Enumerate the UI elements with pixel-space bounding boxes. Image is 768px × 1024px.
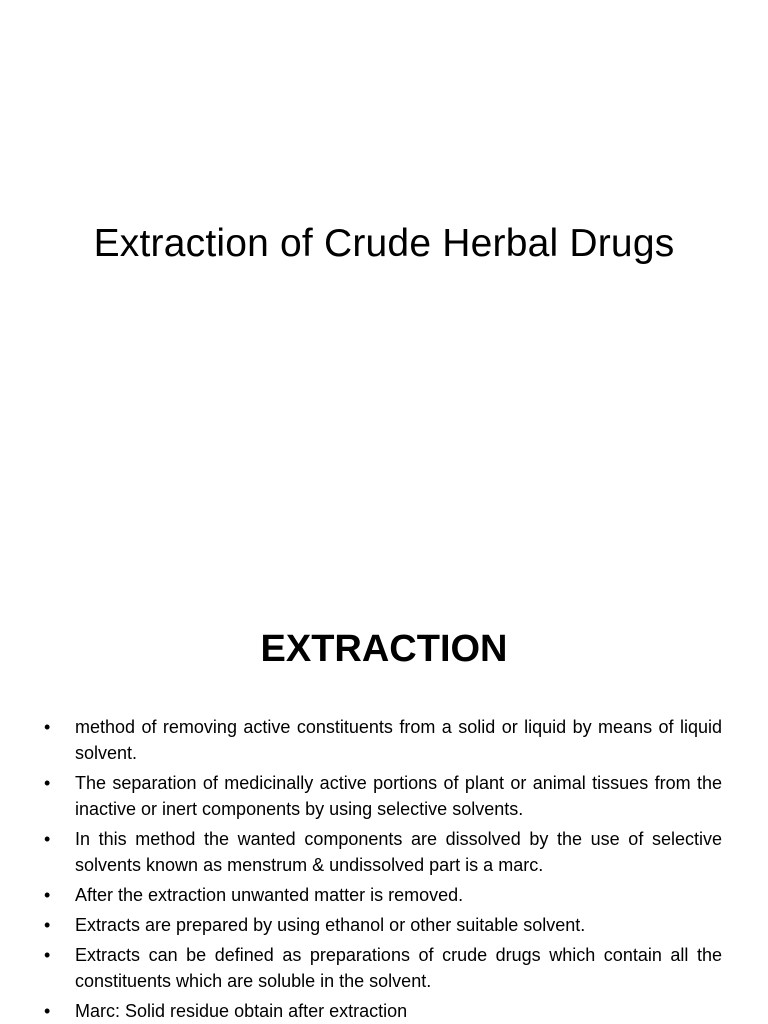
- bullet-icon: •: [44, 885, 51, 905]
- bullet-icon: •: [44, 1001, 51, 1021]
- list-item: [44, 998, 722, 1024]
- bullet-icon: •: [44, 945, 51, 965]
- bullet-text: The separation of medicinally active portions of plant or animal tissues from the inactive or inert components by using selective solvents.: [75, 773, 722, 819]
- bullet-icon: •: [44, 829, 51, 849]
- bullet-icon: •: [44, 915, 51, 935]
- bullet-icon: •: [44, 773, 51, 793]
- list-item: [44, 770, 722, 822]
- bullet-list: [44, 714, 722, 1024]
- bullet-text: Extracts can be defined as preparations of crude drugs which contain all the constituents which are soluble in the solvent.: [75, 945, 722, 991]
- list-item: [44, 882, 722, 908]
- bullet-text: Extracts are prepared by using ethanol or other suitable solvent.: [75, 915, 586, 935]
- list-item: [44, 942, 722, 994]
- extraction-slide: [0, 576, 768, 1024]
- bullet-text: Marc: Solid residue obtain after extraction: [75, 1001, 408, 1021]
- bullet-text: After the extraction unwanted matter is removed.: [75, 885, 464, 905]
- bullet-text: method of removing active constituents from a solid or liquid by means of liquid solvent.: [75, 717, 722, 763]
- bullet-text: In this method the wanted components are dissolved by the use of selective solvents known as menstrum & undissolved part is a marc.: [75, 829, 722, 875]
- bullet-icon: •: [44, 717, 51, 737]
- list-item: [44, 826, 722, 878]
- section-heading: EXTRACTION: [260, 628, 508, 670]
- slide-title: Extraction of Crude Herbal Drugs: [93, 222, 675, 265]
- list-item: [44, 912, 722, 938]
- list-item: [44, 714, 722, 766]
